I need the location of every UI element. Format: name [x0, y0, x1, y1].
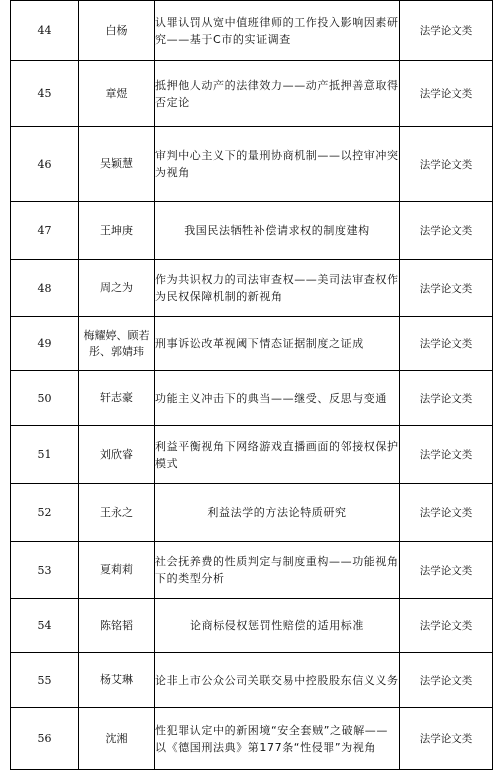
paper-title: 审判中心主义下的量刑协商机制——以控审冲突为视角	[155, 127, 400, 202]
row-number: 50	[11, 371, 79, 426]
table-row	[11, 542, 493, 599]
paper-category: 法学论文类	[400, 202, 493, 260]
table-row	[11, 371, 493, 426]
table-row	[11, 317, 493, 371]
row-number: 49	[11, 317, 79, 371]
author-name: 夏莉莉	[79, 542, 155, 599]
table-row	[11, 260, 493, 317]
author-name: 轩志豪	[79, 371, 155, 426]
table-row	[11, 202, 493, 260]
table-row	[11, 653, 493, 708]
author-name: 杨艾琳	[79, 653, 155, 708]
row-number: 52	[11, 484, 79, 542]
row-number: 44	[11, 1, 79, 61]
row-number: 51	[11, 426, 79, 484]
paper-category: 法学论文类	[400, 371, 493, 426]
table-row	[11, 1, 493, 61]
paper-title: 抵押他人动产的法律效力——动产抵押善意取得否定论	[155, 61, 400, 127]
paper-category: 法学论文类	[400, 1, 493, 61]
table-row	[11, 426, 493, 484]
paper-category: 法学论文类	[400, 484, 493, 542]
author-name: 刘欣睿	[79, 426, 155, 484]
paper-category: 法学论文类	[400, 260, 493, 317]
row-number: 55	[11, 653, 79, 708]
paper-category: 法学论文类	[400, 708, 493, 770]
author-name: 章煜	[79, 61, 155, 127]
author-name: 沈湘	[79, 708, 155, 770]
paper-title: 刑事诉讼改革视阈下情态证据制度之证成	[155, 317, 400, 371]
award-table	[10, 0, 493, 770]
row-number: 53	[11, 542, 79, 599]
table-row	[11, 484, 493, 542]
paper-title: 社会抚养费的性质判定与制度重构——功能视角下的类型分析	[155, 542, 400, 599]
table-row	[11, 599, 493, 653]
paper-category: 法学论文类	[400, 542, 493, 599]
paper-title: 论非上市公众公司关联交易中控股股东信义义务	[155, 653, 400, 708]
paper-title: 作为共识权力的司法审查权——美司法审查权作为民权保障机制的新视角	[155, 260, 400, 317]
author-name: 陈铭韬	[79, 599, 155, 653]
paper-category: 法学论文类	[400, 599, 493, 653]
table-row	[11, 708, 493, 770]
paper-title: 利益平衡视角下网络游戏直播画面的邻接权保护模式	[155, 426, 400, 484]
paper-category: 法学论文类	[400, 317, 493, 371]
author-name: 王坤庚	[79, 202, 155, 260]
paper-category: 法学论文类	[400, 653, 493, 708]
author-name: 吴颖慧	[79, 127, 155, 202]
author-name: 梅耀婷、顾若彤、郭婧玮	[79, 317, 155, 371]
row-number: 54	[11, 599, 79, 653]
paper-title: 我国民法牺牲补偿请求权的制度建构	[155, 202, 400, 260]
row-number: 45	[11, 61, 79, 127]
paper-category: 法学论文类	[400, 426, 493, 484]
row-number: 56	[11, 708, 79, 770]
paper-title: 性犯罪认定中的新困境“安全套贼”之破解——以《德国刑法典》第177条“性侵罪”为视角	[155, 708, 400, 770]
row-number: 47	[11, 202, 79, 260]
award-list-sheet	[10, 0, 488, 770]
author-name: 周之为	[79, 260, 155, 317]
author-name: 白杨	[79, 1, 155, 61]
paper-title: 利益法学的方法论特质研究	[155, 484, 400, 542]
table-row	[11, 127, 493, 202]
paper-title: 论商标侵权惩罚性赔偿的适用标准	[155, 599, 400, 653]
paper-category: 法学论文类	[400, 61, 493, 127]
paper-title: 功能主义冲击下的典当——继受、反思与变通	[155, 371, 400, 426]
row-number: 48	[11, 260, 79, 317]
paper-title: 认罪认罚从宽中值班律师的工作投入影响因素研究——基于C市的实证调查	[155, 1, 400, 61]
row-number: 46	[11, 127, 79, 202]
author-name: 王永之	[79, 484, 155, 542]
paper-category: 法学论文类	[400, 127, 493, 202]
table-row	[11, 61, 493, 127]
